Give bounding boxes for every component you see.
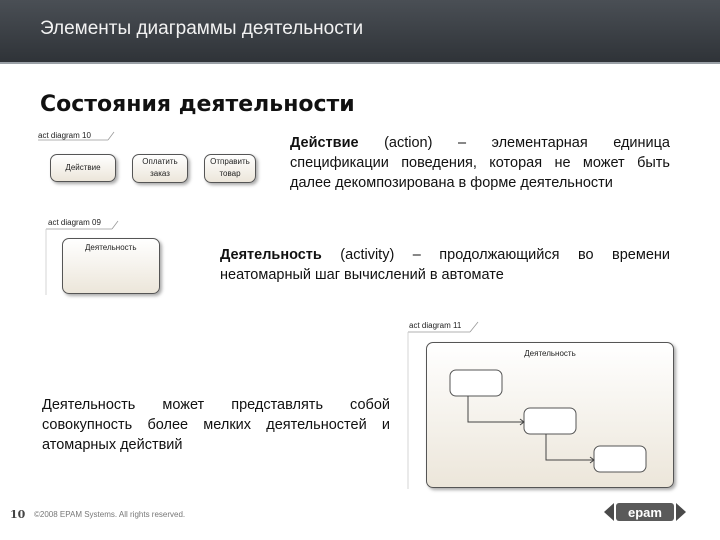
action-node-2: Оплатить заказ: [132, 154, 188, 183]
header-bar: [0, 0, 720, 62]
inner-action-3: [594, 446, 646, 472]
activity-definition: [220, 245, 670, 285]
composite-inner-flow: [426, 342, 676, 490]
inner-action-1: [450, 370, 502, 396]
action-definition: [290, 133, 670, 193]
inner-action-2: [524, 408, 576, 434]
activity-body: – продолжающийся во времени неатомарный шаг вычислений в автомате: [220, 247, 670, 283]
header-divider: [0, 62, 720, 64]
page-number: 10: [10, 508, 26, 521]
copyright: ©2008 EPAM Systems. All rights reserved.: [34, 510, 186, 519]
flow-arrow-1: [468, 396, 524, 422]
diagram2-label: act diagram 09: [48, 218, 101, 227]
header-title: Элементы диаграммы деятельности: [40, 18, 364, 39]
action-node-3: Отправить товар: [204, 154, 256, 183]
diagram1-label: act diagram 10: [38, 131, 91, 140]
action-term: Действие: [290, 135, 359, 151]
action-node-1: Действие: [50, 154, 116, 182]
slide-title: Состояния деятельности: [40, 92, 355, 117]
action-term-en: (action): [384, 135, 433, 151]
epam-logo: [604, 500, 686, 524]
composite-description: Деятельность может представлять собой совокупность более мелких деятельностей и атомарных действий: [42, 397, 390, 453]
flow-arrow-2: [546, 434, 594, 460]
activity-term-en: (activity): [340, 247, 395, 263]
logo-text: epam: [628, 505, 662, 520]
activity-node: Деятельность: [62, 238, 160, 294]
diagram3-label: act diagram 11: [409, 321, 462, 330]
composite-activity-label: Деятельность: [524, 349, 576, 358]
activity-term: Деятельность: [220, 247, 322, 263]
action-body: – элементарная единица спецификации поведения, которая не может быть далее декомпозирована в форме деятельности: [290, 135, 670, 191]
